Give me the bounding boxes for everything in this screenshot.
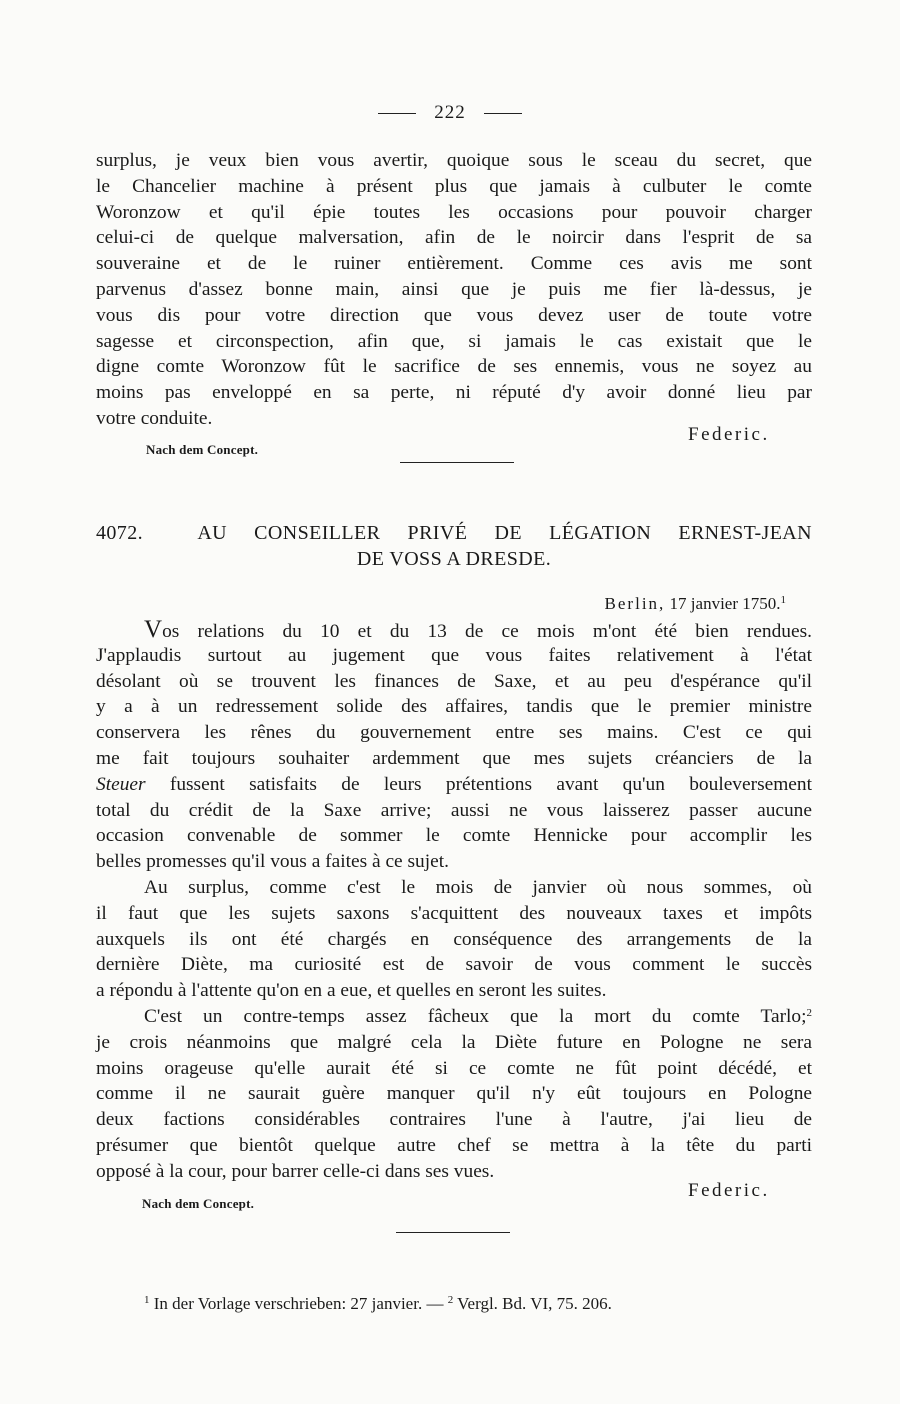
letter-heading <box>96 520 812 572</box>
body-line: il faut que les sujets saxons s'acquittent des nouveaux taxes et impôts <box>96 902 812 924</box>
body-line: votre conduite. <box>96 407 213 429</box>
body-line: celui-ci de quelque malversation, afin de le noircir dans l'esprit de sa <box>96 227 812 249</box>
letter-source-note: Nach dem Concept. <box>142 1196 255 1211</box>
italic-word: Steuer <box>96 773 146 795</box>
body-line: moins pas enveloppé en sa perte, ni réputé d'y avoir donné lieu par <box>96 382 812 404</box>
body-line: désolant où se trouvent les finances de Saxe, et au peu d'espérance qu'il <box>96 670 812 692</box>
letter-signature: Federic. <box>688 1180 770 1201</box>
body-line: dernière Diète, ma curiosité est de savoir de vous comment le succès <box>96 954 812 976</box>
letter-number: 4072. <box>96 522 143 544</box>
footnote-mark-1: 1 <box>144 1294 150 1306</box>
body-line: je crois néanmoins que malgré cela la Diète future en Pologne ne sera <box>96 1031 812 1053</box>
body-line: comme il ne saurait guère manquer qu'il n'y eût toujours en Pologne <box>96 1083 812 1105</box>
footnote-1: In der Vorlage verschrieben: 27 janvier. — <box>153 1294 444 1313</box>
body-line-text: fussent satisfaits de leurs prétentions avant qu'un bouleversement <box>145 773 812 795</box>
body-line-text: os relations du 10 et du 13 de ce mois m'ont été bien rendues. <box>162 621 812 642</box>
body-line <box>96 1004 812 1030</box>
body-line: belles promesses qu'il vous a faites à ce sujet. <box>96 851 449 873</box>
section-divider <box>400 462 514 463</box>
letter-heading-line1 <box>96 520 812 546</box>
body-line: le Chancelier machine à présent plus que jamais à culbuter le comte <box>96 175 812 197</box>
footnotes <box>144 1294 784 1314</box>
body-line: conservera les rênes du gouvernement entre ses mains. C'est ce qui <box>96 722 812 744</box>
letter-heading-title: AU CONSEILLER PRIVÉ DE LÉGATION ERNEST-JEAN <box>197 522 812 544</box>
body-line: total du crédit de la Saxe arrive; aussi ne vous laisserez passer aucune <box>96 799 812 821</box>
previous-letter-body <box>96 148 812 432</box>
body-line: a répondu à l'attente qu'on en a eue, et quelles en seront les suites. <box>96 980 607 1002</box>
body-line: surplus, je veux bien vous avertir, quoique sous le sceau du secret, que <box>96 150 812 171</box>
page-number <box>0 102 900 124</box>
dateline-city: Berlin, <box>604 594 666 613</box>
letter-body <box>96 617 812 1185</box>
body-line: J'applaudis surtout au jugement que vous faites relativement à l'état <box>96 644 812 666</box>
body-line: parvenus d'assez bonne main, ainsi que je puis me fier là-dessus, je <box>96 278 812 300</box>
body-line: digne comte Woronzow fût le sacrifice de ses ennemis, vous ne soyez au <box>96 356 812 378</box>
letter-heading-line2: DE VOSS A DRESDE. <box>356 548 552 570</box>
body-line: Au surplus, comme c'est le mois de janvier où nous sommes, où <box>144 876 812 898</box>
body-line: deux factions considérables contraires l'une à l'autre, j'ai lieu de <box>96 1109 812 1131</box>
footnote-mark-2: 2 <box>447 1294 454 1306</box>
body-line: vous dis pour votre direction que vous devez user de toute votre <box>96 304 812 326</box>
dateline <box>605 594 786 614</box>
page-number-value: 222 <box>434 102 466 123</box>
footnote-2: Vergl. Bd. VI, 75. 206. <box>457 1294 612 1313</box>
footnote-divider <box>396 1232 510 1233</box>
body-line <box>96 772 812 798</box>
footnote-ref-1: 1 <box>780 594 786 606</box>
previous-letter-signature: Federic. <box>688 424 770 445</box>
body-line: opposé à la cour, pour barrer celle-ci dans ses vues. <box>96 1160 495 1182</box>
body-line: moins orageuse qu'elle aurait été si ce comte ne fût point décédé, et <box>96 1057 812 1079</box>
body-line: me fait toujours souhaiter ardemment que mes sujets créanciers de la <box>96 747 812 769</box>
body-line: sagesse et circonspection, afin que, si jamais le cas existait que le <box>96 330 812 352</box>
body-line-text: C'est un contre-temps assez fâcheux que la mort du comte Tarlo; <box>144 1005 807 1027</box>
body-line: auxquels ils ont été chargés en conséquence des arrangements de la <box>96 928 812 950</box>
body-line: occasion convenable de sommer le comte Hennicke pour accomplir les <box>96 825 812 847</box>
footnote-ref-2: 2 <box>806 1006 812 1019</box>
previous-letter-source-note: Nach dem Concept. <box>146 442 259 457</box>
body-line <box>96 617 812 643</box>
body-line: Woronzow et qu'il épie toutes les occasions pour pouvoir charger <box>96 201 812 223</box>
body-line: y a à un redressement solide des affaires, tandis que le premier ministre <box>96 696 812 718</box>
dropcap: V <box>144 616 163 643</box>
dateline-date: 17 janvier 1750. <box>669 594 781 613</box>
body-line: souveraine et de le ruiner entièrement. Comme ces avis me sont <box>96 253 812 275</box>
body-line: présumer que bientôt quelque autre chef se mettra à la tête du parti <box>96 1134 812 1156</box>
page-number-dash-left <box>378 113 416 114</box>
page-number-dash-right <box>484 113 522 114</box>
